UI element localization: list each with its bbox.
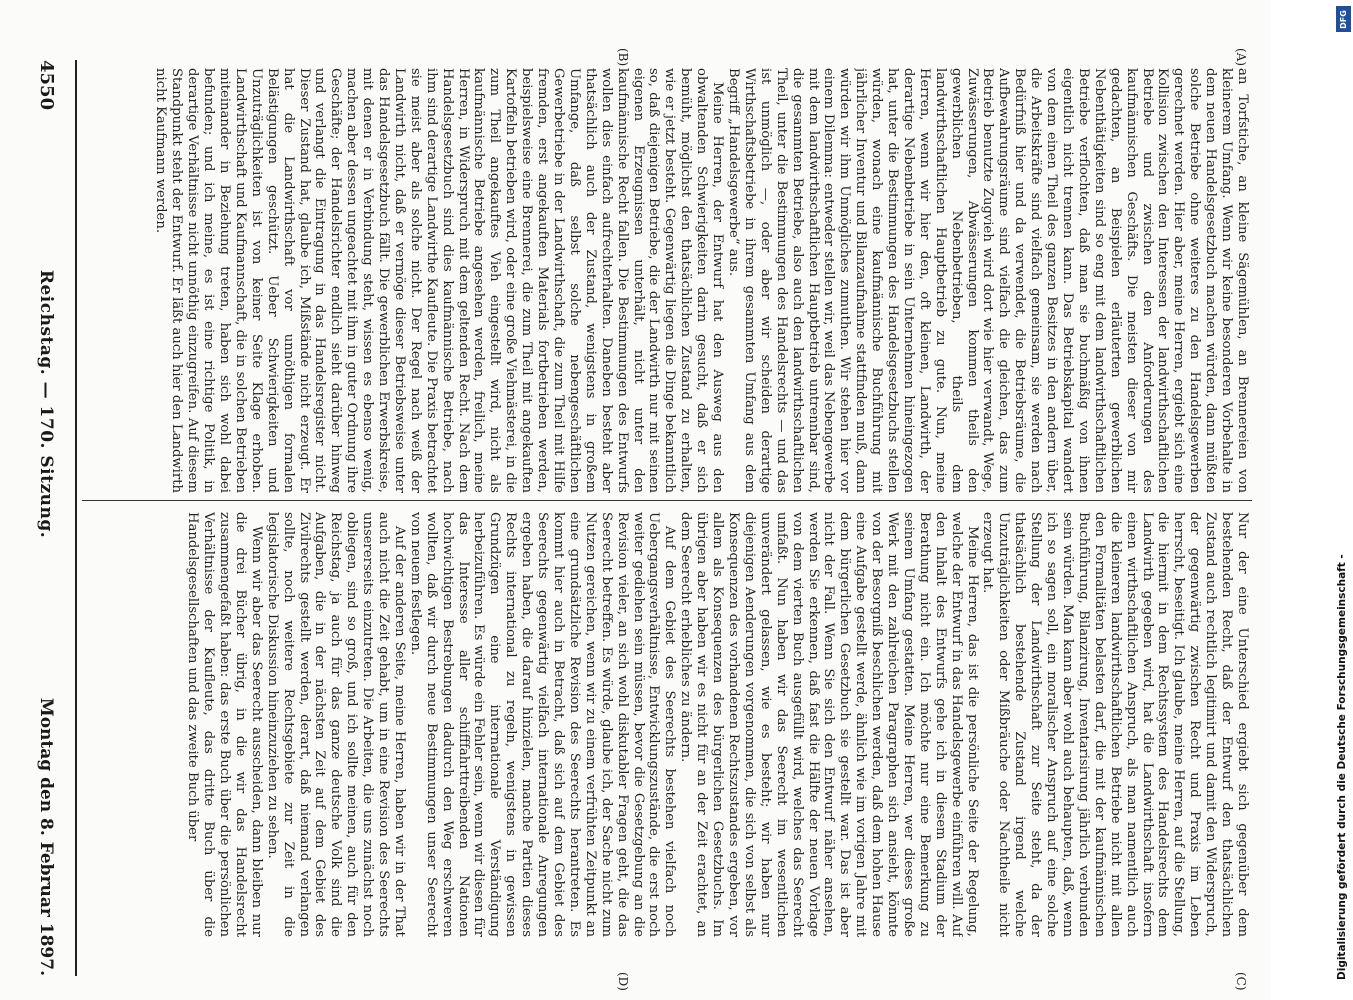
left-column — [82, 68, 1250, 493]
margin-marker-c: (C) — [1234, 972, 1248, 991]
dfg-logo — [1336, 6, 1351, 32]
margin-marker-b: (B) — [616, 48, 630, 67]
paragraph: Nur der eine Unterschied ergiebt sich gegenüber dem bestehenden Recht, daß der Entwurf den thatsächlichen Zustand auch rechtlich legitimirt und damit den Widerspruch, der gegenwärtig zwischen Recht und Praxis im Leben herrscht, beseitigt. Ich glaube, meine Herren, auf die Stellung, die hiermit in dem Rechtssystem des Handelsrechts dem Landwirth gegeben wird, hat die Landwirthschaft insofern einen wirthschaftlichen Anspruch, als man namentlich auch die kleineren landwirthschaftlichen Betriebe nicht mit allen den Formalitäten belasten darf, die mit der kaufmännischen Buchführung, Bilanzirung, Inventarisirung jährlich verbunden sein würden. Man kann aber wohl auch behaupten, daß, wenn ich so sagen soll, ein moralischer Anspruch auf eine solche Stellung der Landwirthschaft zur Seite steht, da der thatsächlich bestehende Zustand irgend welche Unzuträglichkeiten oder Mißbräuche oder Nachtheile nicht erzeugt hat. — [980, 512, 1250, 937]
digitization-sidebar — [1334, 0, 1353, 1000]
paragraph: an Torfstiche, an kleine Sägemühlen, an Brennereien von kleinerem Umfang. Wenn wir keine besonderen Vorbehalte in dem neuen Handelsgesetzbuch machen würden, dann müßten solche Betriebe ohne weiteres zu den Handelsgewerben gerechnet werden. Hier aber, meine Herren, ergiebt sich eine Kollision zwischen den Interessen der landwirthschaftlichen Betriebe und zwischen den Anforderungen des kaufmännischen Geschäfts. Die meisten dieser von mir gedachten, an Beispielen erläuterten gewerblichen Nebenthätigkeiten sind so eng mit dem landwirthschaftlichen Betriebe verflochten, daß man sie buchmäßig von ihnen eigentlich nicht trennen kann. Das Betriebskapital wandert von dem einen Theil des ganzen Besitzes in den andern über, die Arbeitskräfte sind vielfach gemeinsam, sie werden nach Bedürfniß hier und da verwendet, die Betriebsräume, die Aufbewahrungsräume sind vielfach die gleichen, das zum Betrieb benutzte Zugvieh wird dort wie hier verwandt, Wege, Zuwässerungen, Abwässerungen kommen theils den gewerblichen Nebenbetrieben, theils dem landwirthschaftlichen Hauptbetrieb zu gute. Nun, meine Herren, wenn wir hier den, oft kleinen, Landwirth, der derartige Nebenbetriebe in sein Unternehmen hineingezogen hat, unter die Bestimmungen des Handelsgesetzbuchs stellen würden, wonach eine kaufmännische Buchführung mit jährlicher Inventur und Bilanzaufnahme stattfinden muß, dann würden wir ihm Unmögliches zumuthen. Wir stehen hier vor einem Dilemma: entweder stellen wir, weil das Nebengewerbe mit dem landwirthschaftlichen Hauptbetrieb untrennbar sind, die gesammten Betriebe, also auch den landwirthschaftlichen Theil, unter die Bestimmungen des Handelsrechts — und das ist unmöglich —, oder aber wir scheiden derartige Wirthschaftsbetriebe in ihrem gesammten Umfang aus dem Begriff „Handelsgewerbe“ aus. — [726, 68, 1250, 493]
digitization-credit: Digitalisierung gefördert durch die Deutsche Forschungsgemeinschaft - — [1336, 554, 1348, 980]
margin-marker-d: (D) — [616, 972, 630, 991]
paragraph: Auf der anderen Seite, meine Herren, haben wir in der That auch nicht die Zeit gehabt, um in eine Revision des Seerechts unsererseits einzutreten. Die Arbeiten, die uns zunächst noch obliegen, sind so groß, und ich sollte meinen, auch für den Reichstag, ja auch für das ganze deutsche Volk sind die Aufgaben, die in der nächsten Zeit auf dem Gebiet des Zivilrechts gestellt werden, derart, daß niemand verlangen sollte, noch weitere Rechtsgebiete zur Zeit in die legislatorische Diskussion hineinzuziehen zu sehen. — [264, 512, 407, 937]
page-header — [36, 60, 74, 976]
paragraph: Meine Herren, das ist die persönliche Seite der Regelung, welche der Entwurf in das Handelsgewerbe einführen will. Auf den Inhalt des Entwurfs gehe ich in diesem Stadium der Berathung nicht ein. Ich möchte nur eine Bemerkung zu seinem Umfang gestatten. Meine Herren, wer dieses große Werk mit den zahlreichen Paragraphen sich ansieht, könnte von der Besorgniß beschlichen werden, daß dem hohen Hause eine Aufgabe gestellt werde, ähnlich wie im vorigen Jahre mit dem bürgerlichen Gesetzbuch sie gestellt war. Das ist aber nicht der Fall. Wenn Sie sich den Entwurf näher ansehen, werden Sie erkennen, daß fast die Hälfte der neuen Vorlage von dem vierten Buch ausgefüllt wird, welches das Seerecht umfaßt. Nun haben wir das Seerecht im wesentlichen unverändert gelassen, wie es besteht; wir haben nur diejenigen Aenderungen vorgenommen, die sich von selbst als Konsequenzen des vorhandenen Rechtszustandes ergeben, vor allem als Konsequenzen des bürgerlichen Gesetzbuchs. Im übrigen aber haben wir es nicht für an der Zeit erachtet, an dem Seerecht erhebliches zu ändern. — [678, 512, 980, 937]
dfg-logo-text: DFG — [1339, 9, 1349, 29]
paragraph: Auf dem Gebiet des Seerechts bestehen vielfach noch Uebergangsverhältnisse, Entwicklungszustände, die erst noch weiter gediehen sein müssen, bevor die Gesetzgebung an die Revision vieler, an sich wohl diskutabler Fragen geht, die das Seerecht betreffen. Es würde, glaube ich, der Sache nicht zum Nutzen gereichen, wenn wir zu einem verfrühten Zeitpunkt an eine grundsätzliche Revision des Seerechts herantreten. Es kommt hier auch in Betracht, daß sich auf dem Gebiet des Seerechts gegenwärtig vielfach internationale Anregungen ergeben haben, die darauf hinzielen, manche Partien dieses Rechts international zu regeln, wenigstens in gewissen Grundzügen eine internationale Verständigung herbeizuführen. Es würde ein Fehler sein, wenn wir diesen für das Interesse aller schifffahrttreibenden Nationen hochwichtigen Bestrebungen dadurch den Weg erschweren wollten, daß wir durch neue Bestimmungen unser Seerecht von neuem festlegen. — [407, 512, 678, 937]
right-column — [82, 512, 1250, 937]
paragraph: Wenn wir aber das Seerecht ausscheiden, dann bleiben nur die drei Bücher übrig, in die wir das Handelsrecht zusammengefaßt haben: das erste Buch über die persönlichen Verhältnisse der Kaufleute, das dritte Buch über die Handelsgesellschaften und das zweite Buch über — [185, 512, 264, 937]
margin-marker-a: (A) — [1234, 48, 1248, 67]
paragraph: Meine Herren, der Entwurf hat den Ausweg aus den obwaltenden Schwierigkeiten darin gesucht, daß er sich bemüht, möglichst den thatsächlichen Zustand zu erhalten, wie er jetzt besteht. Gegenwärtig liegen die Dinge bekanntlich so, daß diejenigen Betriebe, die der Landwirth nur mit seinen eigenen Erzeugnissen unterhält, nicht unter den kaufmännische Recht fallen. Die Bestimmungen des Entwurfs wollen dies einfach aufrechterhalten. Daneben besteht aber thatsächlich auch der Zustand, wenigstens in großem Umfange, daß selbst solche nebengeschäftlichen Gewerbetriebe in der Landwirthschaft, die zum Theil mit Hilfe fremden, erst angekauften Materials fortbetrieben werden, beispielsweise eine Brennerei, die zum Theil mit angekauften Kartoffeln betrieben wird, oder eine große Viehmästerei, in die zum Theil angekauftes Vieh eingestellt wird, nicht als kaufmännische Betriebe angesehen werden, freilich, meine Herren, in Widerspruch mit dem geltenden Recht. Nach dem Handelsgesetzbuch sind dies kaufmännische Betriebe, nach ihm sind derartige Landwirthe Kaufleute. Die Praxis betrachtet sie meist aber als solche nicht. Der Regel nach weiß der Landwirth nicht, daß er vermöge dieser Betriebsweise unter das Handelsgesetzbuch fällt. Die gewerblichen Erwerbskreise, mit denen er in Verbindung steht, wissen es ebenso wenig, machen aber dessen ungeachtet mit ihm in guter Ordnung ihre Geschäfte; der Handelsrichter endlich sieht darüber hinweg und verlangt die Eintragung in das Handelsregister nicht. Dieser Zustand hat, glaube ich, Mißstände nicht erzeugt. Er hat die Landwirthschaft vor unnöthigen formalen Belästigungen geschützt. Ueber Schwierigkeiten und Unzuträglichkeiten ist von keiner Seite Klage erhoben. Landwirthschaft und Kaufmannschaft, die in solchen Betrieben miteinander in Beziehung treten, haben sich wohl dabei befunden; und ich meine, es ist eine richtige Politik, in derartige Verhältnisse nicht unnöthig einzugreifen. Auf diesem Standpunkt steht der Entwurf. Er läßt auch hier den Landwirth nicht Kaufmann werden. — [153, 68, 726, 493]
session-date: Montag den 8. Februar 1897. — [36, 697, 56, 976]
session-title: Reichstag. — 170. Sitzung. — [36, 269, 56, 539]
page-number: 4550 — [36, 60, 57, 111]
header-rule — [75, 60, 77, 976]
column-divider — [82, 500, 1252, 501]
